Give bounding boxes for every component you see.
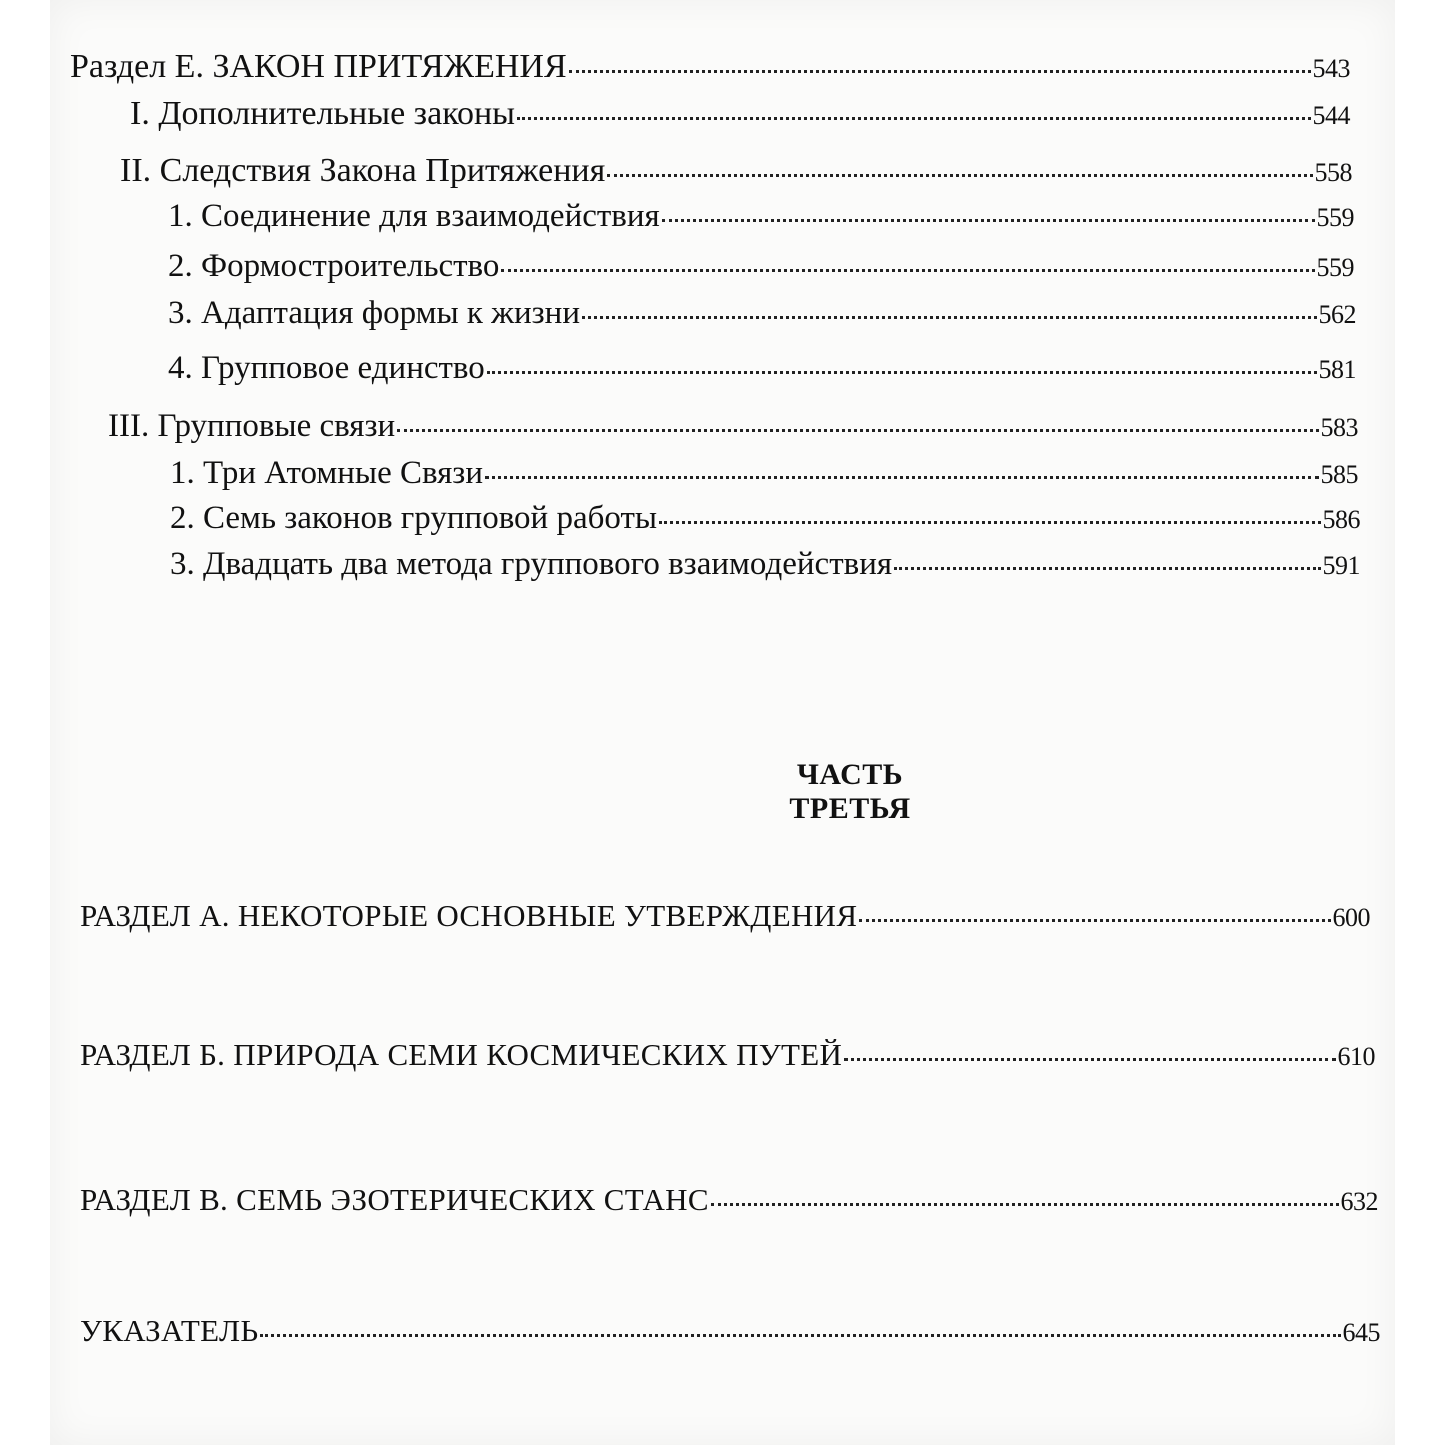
toc-page-number: 591 [1322,551,1360,580]
toc-entry-ii-1[interactable] [168,198,1354,235]
toc-entry-label: 1. Три Атомные Связи [170,455,484,491]
toc-page-number: 586 [1322,505,1360,534]
toc-entry-iii-1[interactable] [170,455,1358,492]
toc-entry-label: РАЗДЕЛ А. НЕКОТОРЫЕ ОСНОВНЫЕ УТВЕРЖДЕНИЯ [80,898,858,933]
page-margin-right [1395,0,1445,1445]
toc-entry-section-b[interactable] [80,1037,1375,1073]
toc-entry-ii-4[interactable] [168,350,1356,387]
dot-leader [501,268,1314,272]
toc-page-number: 610 [1337,1042,1375,1071]
dot-leader [397,428,1318,432]
toc-entry-label: РАЗДЕЛ Б. ПРИРОДА СЕМИ КОСМИЧЕСКИХ ПУТЕЙ [80,1037,843,1072]
toc-page-number: 583 [1320,413,1358,442]
dot-leader [607,173,1312,177]
toc-entry-index[interactable] [80,1313,1380,1349]
dot-leader [517,116,1310,120]
dot-leader [859,918,1330,922]
toc-entry-section-a[interactable] [80,898,1370,934]
toc-page-number: 600 [1332,903,1370,932]
toc-page-number: 558 [1314,158,1352,187]
toc-entry-iii-2[interactable] [170,500,1360,537]
toc-page-number: 559 [1316,203,1354,232]
dot-leader [569,69,1311,73]
toc-entry-label: 3. Двадцать два метода группового взаимодействия [170,546,893,582]
toc-entry-label: III. Групповые связи [108,408,396,444]
toc-entry-label: РАЗДЕЛ В. СЕМЬ ЭЗОТЕРИЧЕСКИХ СТАНС [80,1182,709,1217]
toc-entry-iii-3[interactable] [170,546,1360,583]
dot-leader [662,218,1315,222]
dot-leader [260,1333,1340,1337]
toc-page [50,0,1395,1445]
toc-page-number: 645 [1342,1318,1380,1347]
toc-entry-label: 1. Соединение для взаимодействия [168,198,660,234]
dot-leader [659,520,1320,524]
dot-leader [711,1202,1339,1206]
toc-entry-label: I. Дополнительные законы [130,95,516,132]
dot-leader [844,1057,1335,1061]
toc-entry-ii-3[interactable] [168,295,1356,332]
toc-entry-label: 2. Формостроительство [168,248,500,284]
dot-leader [487,370,1317,374]
toc-page-number: 562 [1318,300,1356,329]
toc-entry-ii-2[interactable] [168,248,1354,285]
dot-leader [582,315,1316,319]
toc-page-number: 581 [1318,355,1356,384]
toc-entry-section-c[interactable] [80,1182,1378,1218]
toc-entry-label: 2. Семь законов групповой работы [170,500,658,536]
toc-entry-label: 3. Адаптация формы к жизни [168,295,581,331]
toc-page-number: 585 [1320,460,1358,489]
toc-entry-sub-iii[interactable] [108,408,1358,445]
toc-page-number: 632 [1340,1187,1378,1216]
dot-leader [485,475,1318,479]
toc-entry-label: 4. Групповое единство [168,350,485,386]
toc-entry-label: II. Следствия Закона Притяжения [120,152,606,189]
toc-entry-label: Раздел Е. ЗАКОН ПРИТЯЖЕНИЯ [70,48,567,85]
toc-entry-sub-ii[interactable] [120,152,1352,190]
toc-page-number: 543 [1312,54,1350,83]
toc-page-number: 559 [1316,253,1354,282]
toc-entry-sub-i[interactable] [130,95,1350,133]
page-margin-left [0,0,50,1445]
toc-entry-label: УКАЗАТЕЛЬ [80,1313,259,1348]
toc-page-number: 544 [1312,101,1350,130]
dot-leader [894,566,1320,570]
part-three-heading: ЧАСТЬ ТРЕТЬЯ [789,758,911,825]
toc-entry-section-e[interactable] [70,48,1350,86]
